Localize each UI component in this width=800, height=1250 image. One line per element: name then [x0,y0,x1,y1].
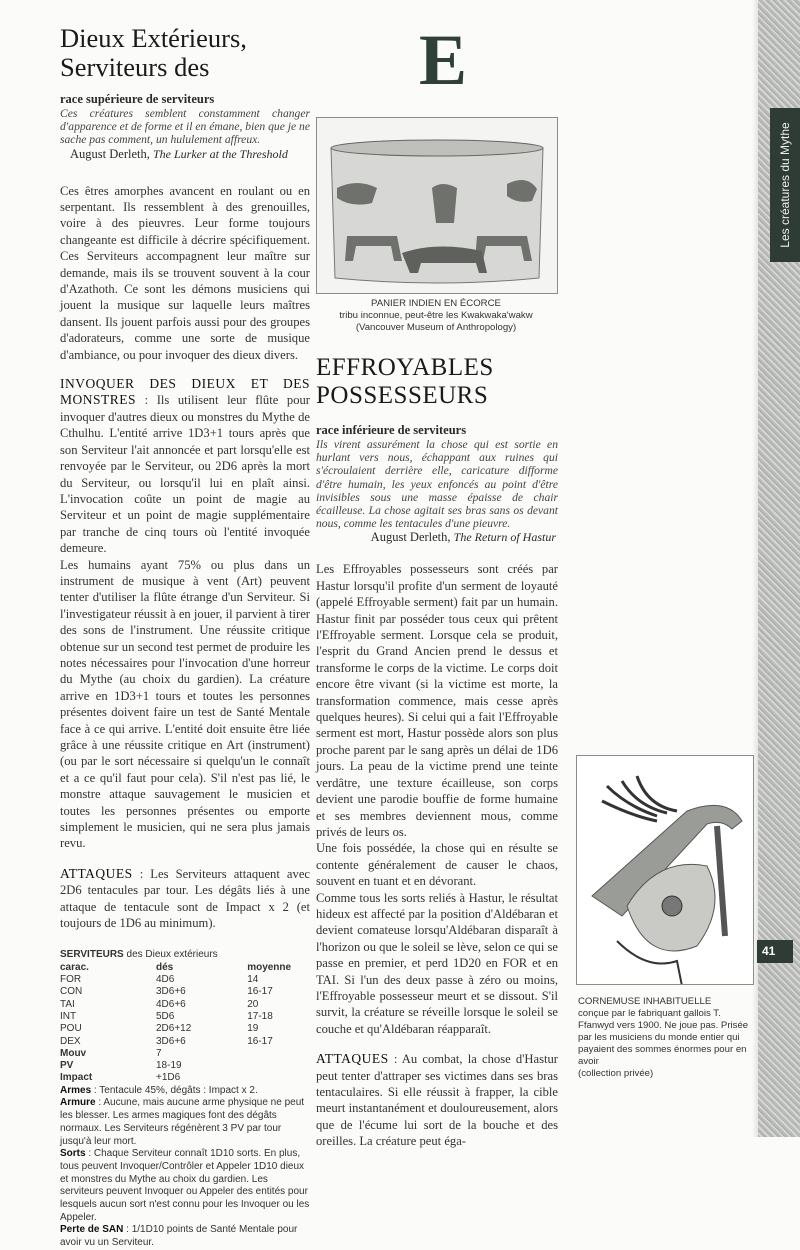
basket-image [316,117,558,294]
stats-cell: 18-19 [156,1060,182,1072]
middle-column [316,354,558,1150]
chapter-tab [770,108,800,262]
stats-row [60,999,300,1011]
stats-row [60,1036,300,1048]
bagpipe-caption: CORNEMUSE INHABITUELLE conçue par le fabriquant gallois T. Ffanwyd vers 1900. Ne joue pas. Prisée par les musiciens du monde entier qui payaient des sommes énormes pour en avoir (collection privée) [578,996,749,1079]
stats-note: Sorts : Chaque Serviteur connaît 1D10 sorts. En plus, tous peuvent Invoquer/Contrôler et Appeler 1D10 dieux et monstres du Mythe au choix du gardien. Les serviteurs peuvent Invoquer ou Appeler des entités pour lesquels aucun sort n'est connu pour les Invoquer ou les Appeler. [60,1148,310,1223]
stats-cell: 16-17 [247,986,273,998]
invoke-paragraph: INVOQUER DES DIEUX ET DES MONSTRES : Ils utilisent leur flûte pour invoquer d'autres dieux ou monstres du Mythe de Cthulhu. L'entité arrive 1D3+1 tours après que son Serviteur l'ait annoncée et part lorsqu'elle est renvoyée par le Serviteur, ou 2D6 après la mort du Serviteur, ou lorsqu'il lui en plaît ainsi. L'invocation coûte un point de magie au Serviteur et un point de magie supplémentaire par tranche de cinq tours où l'entité invoquée demeure. [60,376,310,556]
stats-row [60,1048,300,1060]
stats-cell: CON [60,986,83,998]
drop-cap-logo: E [418,20,468,100]
stats-cell: 7 [156,1047,162,1059]
basket-caption: PANIER INDIEN EN ÉCORCE tribu inconnue, peut-être les Kwakwaka'wakw (Vancouver Museum of Anthropology) [339,298,533,333]
stats-cell: 19 [247,1023,259,1035]
section-subtitle: race inférieure de serviteurs [316,423,467,437]
stats-header: carac. dés moyenne [60,961,292,973]
section-title: EFFROYABLES POSSESSEURS [316,354,494,409]
possessors-paragraph-1: Les Effroyables possesseurs sont créés par Hastur lorsqu'il profite d'un serment de loyauté (appelé Effroyable serment) fait par un humain. Hastur finit par posséder tous ceux qui prêtent l'Effroyable serment. Lorsque cela se produit, l'esprit du Grand Ancien prend le dessus et transforme le corps de la victime. Le corps doit encore être vivant (si la victime est morte, la transformation commence, mais cesse après quelques heures). Si celui qui a fait l'Effroyable serment est mort, Hastur possède alors son plus proche parent par le sang après un délai de 1D6 jours. La peau de la victime prend une teinte verdâtre, une texture écailleuse, son corps devient une parodie bouffie de forme humaine et ses membres deviennent mous, comme privés de leurs os. [316,562,558,839]
stats-cell: INT [60,1010,77,1022]
stats-cell: 3D6+6 [156,1035,186,1047]
stats-cell: 4D6+6 [156,998,186,1010]
stats-row [60,1011,300,1023]
epigraph-credit: August Derleth, The Return of Hastur [370,530,556,545]
intro-paragraph: Ces êtres amorphes avancent en roulant ou en serpentant. Ils ressemblent à des grenouilles, voire à des pieuvres. Leur forme toujours changeante est difficile à décrire spécifiquement. Ces Serviteurs accompagnent leur maître sur demande, mais ils se trouvent souvent à la cour d'Azathoth. Ce sont les démons musiciens qui jouent la musique sur laquelle leurs maîtres dansent. Ils jouent parfois aussi pour des groupes d'adorateurs, comme une sorte de musique d'ambiance, ou pour invoquer des dieux divers. [60,183,310,362]
stats-note: Perte de SAN : 1/1D10 points de Santé Mentale pour avoir vu un Serviteur. [60,1224,298,1249]
stats-cell: POU [60,1023,82,1035]
stats-block [60,949,310,1249]
stats-cell: 5D6 [156,1010,175,1022]
page-number: 41 [757,940,793,963]
stats-cell: FOR [60,974,82,986]
left-column [60,24,310,1250]
possessors-attacks: ATTAQUES : Au combat, la chose d'Hastur peut tenter d'attraper ses victimes dans ses bras tentaculaires. Si elle réussit à frapper, la cible meurt instantanément et douloureusement, alors que de l'écume lui sort de la bouche et des oreilles. La créature peut éga- [316,1051,558,1149]
stats-cell: 14 [247,974,259,986]
stats-cell: Impact [60,1072,93,1084]
stats-row [60,1023,300,1035]
humans-paragraph: Les humains ayant 75% ou plus dans un instrument de musique à vent (Art) peuvent tenter d'utiliser la flûte étrange d'un Serviteur. Si l'investigateur réussit à en jouer, il parvient à tirer des sons de l'instrument. Une réussite critique obtenue sur un second test permet de produire les notes nécessaires pour l'invocation d'une horreur du Mythe (au choix du gardien). La créature arrive en 1D3+1 tours et toutes les personnes présentes doivent faire un test de Santé Mentale face à ce qui arrive. L'entité doit ensuite être liée grâce à une réussite critique en Art (instrument) (ou par le sort nécessaire si quelqu'un le connaît et a ce qu'il faut pour cela). S'il n'est pas lié, le monstre attaque sauvagement le musicien et toutes les personnes présentes ou emporte simplement le musicien, qui ne sera plus jamais revu. [60,557,310,851]
stats-row [60,974,300,986]
attacks-paragraph: ATTAQUES : Les Serviteurs attaquent avec 2D6 tentacules par tour. Les dégâts liés à une attaque de tentacule sont de Impact x 2 (et toujours de 1D6 au minimum). [60,865,310,931]
epigraph-credit: August Derleth, The Lurker at the Threshold [70,146,288,161]
possessors-paragraph-3: Comme tous les sorts reliés à Hastur, le résultat hideux est affecté par la position d'Aldébaran et devient comateuse lorsqu'Aldébaran disparaît à l'horizon ou que le soleil se lève, selon ce qui se passe en premier, et perd 1D20 en FOR et en TAI. Si l'un des deux passe à zéro ou moins, l'Effroyable possesseur meurt et se dissout. S'il survit, la créature se réveille lorsque le soleil se couche et qu'Aldébaran réapparaît. [316,890,558,1036]
stats-row [60,1060,300,1072]
stats-cell: +1D6 [156,1072,181,1084]
section-title: Dieux Extérieurs, Serviteurs des [60,23,247,82]
section-subtitle: race supérieure de serviteurs [60,92,215,106]
stats-note: Armes : Tentacule 45%, dégâts : Impact x 2. [60,1084,258,1096]
stats-cell: PV [60,1060,74,1072]
stats-cell: 16-17 [247,1035,273,1047]
possessors-paragraph-2: Une fois possédée, la chose qui en résulte se contente généralement de causer le chaos, souvent en tuant et en dévorant. [316,841,558,889]
stats-cell: Mouv [60,1047,87,1059]
stats-cell: DEX [60,1035,81,1047]
epigraph: Ces créatures semblent constamment changer d'apparence et de forme et il en émane, bien que je ne sache pas comment, un hululement affreux. [60,107,310,147]
epigraph: Ils virent assurément la chose qui est sortie en hurlant vers nous, échappant aux ruines qui s'écroulaient derrière elle, caricature difforme d'être humain, les yeux enfoncés au point d'être invisibles sous une masse épaisse de chair écailleuse. La chose agitait ses bras sans os devant nous, comme les tentacules d'une pieuvre. [316,438,558,531]
stats-cell: 2D6+12 [156,1023,192,1035]
stats-cell: 17-18 [247,1010,273,1022]
stats-table [60,962,300,1085]
stats-note: Armure : Aucune, mais aucune arme physique ne peut les blesser. Les armes magiques font des dégâts normaux. Les Serviteurs régénèrent 3 PV par tour jusqu'à leur mort. [60,1097,305,1147]
stats-cell: 3D6+6 [156,986,186,998]
chapter-tab-label: Les créatures du Mythe [778,122,792,248]
stats-row [60,986,300,998]
stats-cell: TAI [60,998,75,1010]
stats-cell: 20 [247,998,259,1010]
stats-cell: 4D6 [156,974,175,986]
stats-title: SERVITEURS des Dieux extérieurs [60,949,218,961]
bagpipe-image [576,755,754,985]
stats-row [60,1072,300,1084]
